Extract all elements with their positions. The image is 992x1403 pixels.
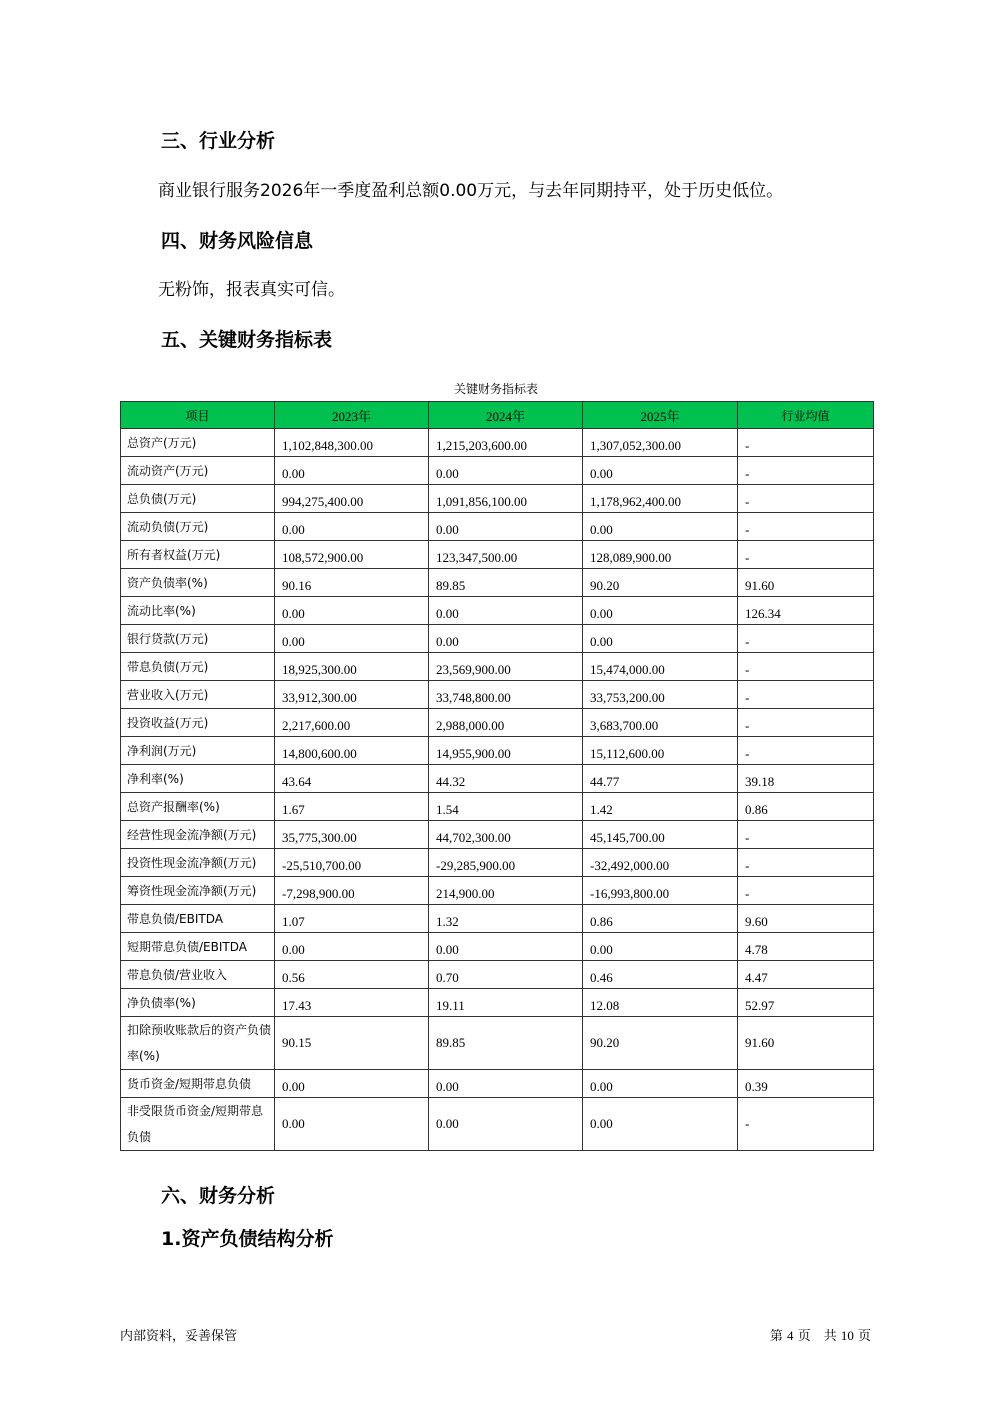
row-value: 15,112,600.00 <box>583 737 738 765</box>
key-financial-indicators-table <box>120 401 874 1151</box>
row-value: 0.46 <box>583 961 738 989</box>
row-value: -32,492,000.00 <box>583 849 738 877</box>
table-row <box>121 457 874 485</box>
row-label: 净利率(%) <box>121 765 275 793</box>
row-value: 14,955,900.00 <box>429 737 583 765</box>
row-value: - <box>738 457 874 485</box>
row-value: 0.00 <box>583 933 738 961</box>
row-value: 0.00 <box>583 1070 738 1098</box>
row-value: 4.47 <box>738 961 874 989</box>
row-value: - <box>738 513 874 541</box>
table-row <box>121 1098 874 1151</box>
table-row <box>121 933 874 961</box>
table-row <box>121 793 874 821</box>
row-value: 45,145,700.00 <box>583 821 738 849</box>
section-4-text: 无粉饰，报表真实可信。 <box>158 280 345 300</box>
row-value: 89.85 <box>429 1017 583 1070</box>
row-value: 0.86 <box>583 905 738 933</box>
table-row <box>121 989 874 1017</box>
row-value: - <box>738 429 874 457</box>
row-value: 0.00 <box>275 933 429 961</box>
row-value: 0.00 <box>429 457 583 485</box>
row-value: 33,912,300.00 <box>275 681 429 709</box>
row-value: 9.60 <box>738 905 874 933</box>
table-row <box>121 429 874 457</box>
row-label: 总负债(万元) <box>121 485 275 513</box>
row-value: - <box>738 737 874 765</box>
header-2023: 2023年 <box>275 402 429 429</box>
table-row <box>121 905 874 933</box>
page-mid: 页 共 <box>797 1329 837 1344</box>
row-value: 89.85 <box>429 569 583 597</box>
row-value: 0.86 <box>738 793 874 821</box>
row-value: 0.00 <box>275 513 429 541</box>
row-value: -25,510,700.00 <box>275 849 429 877</box>
row-value: 1.67 <box>275 793 429 821</box>
row-value: 90.20 <box>583 1017 738 1070</box>
row-value: 3,683,700.00 <box>583 709 738 737</box>
row-value: 19.11 <box>429 989 583 1017</box>
row-value: 39.18 <box>738 765 874 793</box>
row-value: 1,102,848,300.00 <box>275 429 429 457</box>
row-value: 90.20 <box>583 569 738 597</box>
row-label: 总资产报酬率(%) <box>121 793 275 821</box>
row-label: 流动资产(万元) <box>121 457 275 485</box>
row-value: - <box>738 877 874 905</box>
row-value: 123,347,500.00 <box>429 541 583 569</box>
header-item: 项目 <box>121 402 275 429</box>
table-row <box>121 961 874 989</box>
row-value: 14,800,600.00 <box>275 737 429 765</box>
row-label: 投资收益(万元) <box>121 709 275 737</box>
row-value: 0.00 <box>583 1098 738 1151</box>
row-value: 15,474,000.00 <box>583 653 738 681</box>
section-6-1-heading: 1.资产负债结构分析 <box>161 1228 334 1250</box>
row-value: 44.32 <box>429 765 583 793</box>
row-value: 1,307,052,300.00 <box>583 429 738 457</box>
row-label: 银行贷款(万元) <box>121 625 275 653</box>
row-label: 净利润(万元) <box>121 737 275 765</box>
table-row <box>121 653 874 681</box>
row-label: 带息负债/EBITDA <box>121 905 275 933</box>
row-value: 1,215,203,600.00 <box>429 429 583 457</box>
table-row <box>121 485 874 513</box>
table-caption: 关键财务指标表 <box>453 382 538 396</box>
row-value: 43.64 <box>275 765 429 793</box>
row-value: - <box>738 485 874 513</box>
table-row <box>121 849 874 877</box>
row-value: 33,753,200.00 <box>583 681 738 709</box>
row-label: 资产负债率(%) <box>121 569 275 597</box>
row-label: 净负债率(%) <box>121 989 275 1017</box>
row-value: 91.60 <box>738 569 874 597</box>
row-label: 投资性现金流净额(万元) <box>121 849 275 877</box>
row-value: -29,285,900.00 <box>429 849 583 877</box>
table-row <box>121 569 874 597</box>
row-label: 所有者权益(万元) <box>121 541 275 569</box>
row-label: 总资产(万元) <box>121 429 275 457</box>
row-value: 994,275,400.00 <box>275 485 429 513</box>
row-label: 筹资性现金流净额(万元) <box>121 877 275 905</box>
row-value: 44,702,300.00 <box>429 821 583 849</box>
row-value: 0.00 <box>429 625 583 653</box>
table-row <box>121 1017 874 1070</box>
row-value: - <box>738 849 874 877</box>
table-row <box>121 513 874 541</box>
row-value: 12.08 <box>583 989 738 1017</box>
table-row <box>121 597 874 625</box>
row-value: 33,748,800.00 <box>429 681 583 709</box>
row-value: 17.43 <box>275 989 429 1017</box>
row-value: 91.60 <box>738 1017 874 1070</box>
page-current: 4 <box>787 1328 794 1343</box>
row-value: 0.00 <box>275 457 429 485</box>
section-4-heading: 四、财务风险信息 <box>161 230 314 252</box>
table-row <box>121 737 874 765</box>
table-row <box>121 877 874 905</box>
row-value: 126.34 <box>738 597 874 625</box>
row-value: 18,925,300.00 <box>275 653 429 681</box>
row-label: 货币资金/短期带息负债 <box>121 1070 275 1098</box>
row-value: - <box>738 1098 874 1151</box>
row-value: 0.39 <box>738 1070 874 1098</box>
row-value: - <box>738 541 874 569</box>
table-row <box>121 1070 874 1098</box>
row-value: 1,178,962,400.00 <box>583 485 738 513</box>
row-value: 90.15 <box>275 1017 429 1070</box>
row-value: 0.00 <box>275 1098 429 1151</box>
row-value: 0.00 <box>275 1070 429 1098</box>
row-value: 0.00 <box>275 625 429 653</box>
row-value: 2,988,000.00 <box>429 709 583 737</box>
row-value: 1.32 <box>429 905 583 933</box>
header-2025: 2025年 <box>583 402 738 429</box>
row-value: 1.54 <box>429 793 583 821</box>
row-value: 128,089,900.00 <box>583 541 738 569</box>
section-6-heading: 六、财务分析 <box>161 1185 276 1207</box>
row-value: 4.78 <box>738 933 874 961</box>
row-value: - <box>738 653 874 681</box>
row-label: 带息负债/营业收入 <box>121 961 275 989</box>
table-row <box>121 625 874 653</box>
footer-confidential-note: 内部资料，妥善保管 <box>120 1329 238 1344</box>
page-suffix: 页 <box>857 1329 871 1344</box>
row-value: -16,993,800.00 <box>583 877 738 905</box>
section-5-heading: 五、关键财务指标表 <box>161 329 333 351</box>
footer-page-number <box>770 1325 871 1344</box>
row-value: 52.97 <box>738 989 874 1017</box>
row-value: 1.42 <box>583 793 738 821</box>
row-value: 0.00 <box>429 513 583 541</box>
row-value: 0.00 <box>429 933 583 961</box>
row-value: 0.00 <box>429 1098 583 1151</box>
row-label: 流动比率(%) <box>121 597 275 625</box>
table-row <box>121 541 874 569</box>
section-3-heading: 三、行业分析 <box>161 130 276 152</box>
section-3-text: 商业银行服务2026年一季度盈利总额0.00万元，与去年同期持平，处于历史低位。 <box>158 181 784 201</box>
row-value: 0.70 <box>429 961 583 989</box>
row-label: 营业收入(万元) <box>121 681 275 709</box>
row-value: 0.00 <box>583 513 738 541</box>
row-label: 非受限货币资金/短期带息负债 <box>121 1098 275 1151</box>
row-label: 扣除预收账款后的资产负债率(%) <box>121 1017 275 1070</box>
row-value: 214,900.00 <box>429 877 583 905</box>
row-value: 2,217,600.00 <box>275 709 429 737</box>
row-value: 108,572,900.00 <box>275 541 429 569</box>
row-value: 0.56 <box>275 961 429 989</box>
row-label: 带息负债(万元) <box>121 653 275 681</box>
row-value: -7,298,900.00 <box>275 877 429 905</box>
row-value: 1,091,856,100.00 <box>429 485 583 513</box>
table-body <box>121 429 874 1151</box>
header-2024: 2024年 <box>429 402 583 429</box>
row-value: 0.00 <box>583 625 738 653</box>
table-row <box>121 821 874 849</box>
row-value: 90.16 <box>275 569 429 597</box>
row-value: 0.00 <box>583 457 738 485</box>
row-value: 1.07 <box>275 905 429 933</box>
page-total: 10 <box>840 1328 854 1343</box>
row-value: - <box>738 821 874 849</box>
table-row <box>121 709 874 737</box>
header-industry-average: 行业均值 <box>738 402 874 429</box>
row-value: 0.00 <box>583 597 738 625</box>
row-value: 0.00 <box>275 597 429 625</box>
row-label: 流动负债(万元) <box>121 513 275 541</box>
row-label: 经营性现金流净额(万元) <box>121 821 275 849</box>
row-value: 35,775,300.00 <box>275 821 429 849</box>
table-header-row <box>121 402 874 429</box>
row-value: 44.77 <box>583 765 738 793</box>
row-value: - <box>738 625 874 653</box>
row-label: 短期带息负债/EBITDA <box>121 933 275 961</box>
table-row <box>121 765 874 793</box>
table-row <box>121 681 874 709</box>
row-value: 0.00 <box>429 597 583 625</box>
row-value: 23,569,900.00 <box>429 653 583 681</box>
row-value: - <box>738 709 874 737</box>
row-value: 0.00 <box>429 1070 583 1098</box>
page-prefix: 第 <box>769 1329 783 1344</box>
row-value: - <box>738 681 874 709</box>
